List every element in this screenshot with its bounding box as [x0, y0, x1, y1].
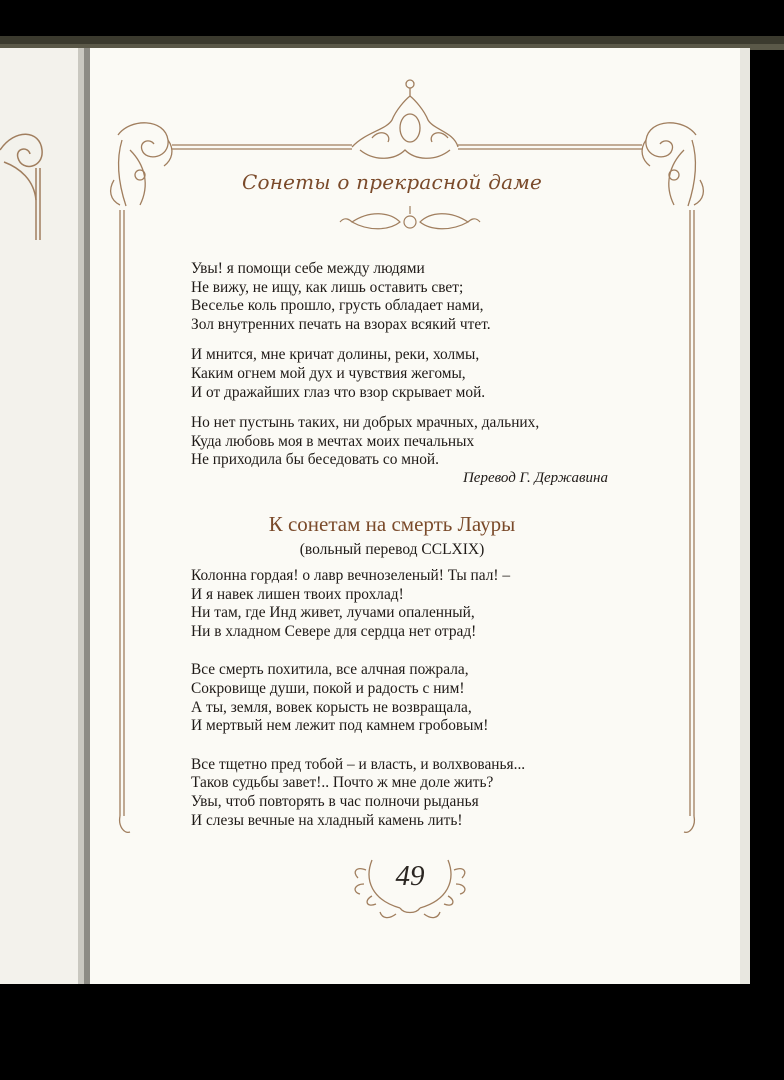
- translator-credit: Перевод Г. Державина: [462, 470, 608, 486]
- verse-line: Все смерть похитила, все алчная пожрала,: [191, 661, 469, 679]
- verse-line: Таков судьбы завет!.. Почто ж мне доле жить?: [191, 774, 494, 792]
- verse-line: Но нет пустынь таких, ни добрых мрачных, дальних,: [191, 414, 540, 432]
- verse-line: И слезы вечные на хладный камень лить!: [191, 811, 463, 829]
- verse-line: И я навек лишен твоих прохлад!: [191, 585, 404, 603]
- verse-line: Увы! я помощи себе между людями: [191, 260, 425, 277]
- poem-2-title: К сонетам на смерть Лауры: [268, 512, 516, 536]
- poem-1: [191, 260, 539, 482]
- verse-line: И мертвый нем лежит под камнем гробовым!: [191, 717, 489, 735]
- verse-line: Не вижу, не ищу, как лишь оставить свет;: [191, 278, 464, 296]
- verse-line: Не приходила бы беседовать со мной.: [191, 451, 440, 469]
- verse-line: Ни в хладном Севере для сердца нет отрад!: [191, 622, 477, 640]
- poem-2: [191, 567, 525, 850]
- poem-2-stanza-2: [191, 661, 525, 735]
- poem-2-stanza-1: [191, 567, 525, 641]
- verse-line: Ни там, где Инд живет, лучами опаленный,: [191, 604, 475, 622]
- poem-2-subtitle: (вольный перевод CCLXIX): [299, 541, 485, 558]
- verse-line: Куда любовь моя в мечтах моих печальных: [191, 432, 475, 450]
- verse-line: Колонна гордая! о лавр вечнозеленый! Ты пал! –: [191, 567, 511, 584]
- verse-line: А ты, земля, вовек корысть не возвращала,: [191, 698, 472, 716]
- verse-line: Зол внутренних печать на взорах всякий чтет.: [191, 315, 491, 333]
- verse-line: Увы, чтоб повторять в час полночи рыданья: [191, 792, 479, 810]
- verse-line: Веселье коль прошло, грусть обладает нами,: [191, 297, 484, 315]
- verse-line: Каким огнем мой дух и чувствия жегомы,: [191, 364, 466, 382]
- verse-line: И от дражайших глаз что взор скрывает мой.: [191, 383, 486, 401]
- poem-2-stanza-3: [191, 756, 525, 830]
- poem-1-stanza-1: [191, 260, 539, 334]
- page-number: 49: [395, 860, 425, 892]
- poem-1-stanza-2: [191, 346, 539, 402]
- verse-line: И мнится, мне кричат долины, реки, холмы,: [191, 346, 480, 364]
- section-title: Сонеты о прекрасной даме: [241, 170, 543, 194]
- verse-line: Все тщетно пред тобой – и власть, и волхвованья...: [191, 755, 526, 773]
- poem-1-stanza-3: [191, 414, 539, 470]
- verse-line: Сокровище души, покой и радость с ним!: [191, 679, 465, 697]
